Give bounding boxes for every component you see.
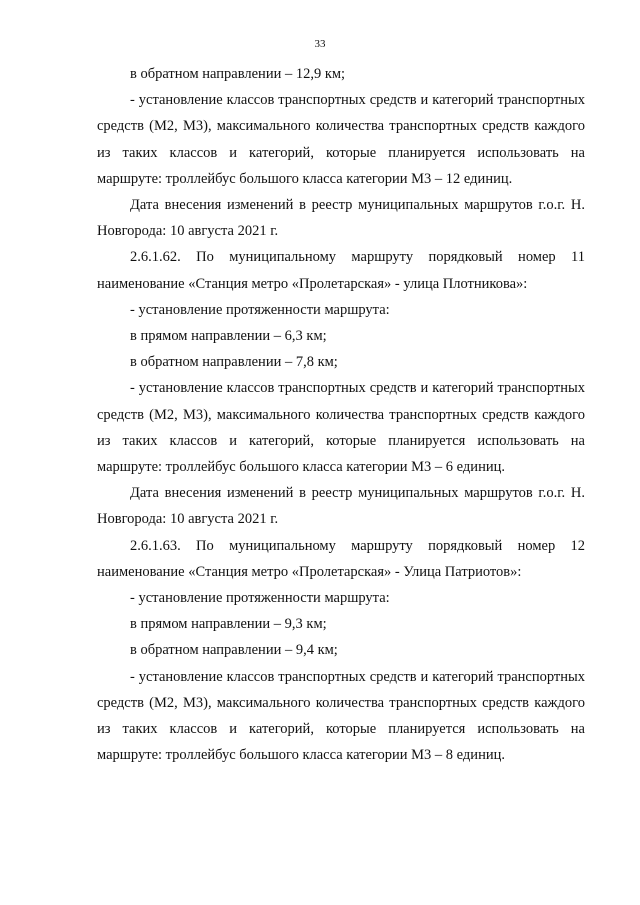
- paragraph-route-11-length-label: - установление протяженности маршрута:: [130, 301, 390, 318]
- paragraph-route-12-vehicle-classes: - установление классов транспортных средств и категорий транспортных средств (М2, М3), максимального количества транспортных средств каждого из таких классов и категорий, которые планируется использовать на маршруте: троллейбус большого класса категории М3 – 8 единиц.: [97, 668, 585, 764]
- paragraph-route-12-heading: 2.6.1.63. По муниципальному маршруту порядковый номер 12 наименование «Станция метро «Пролетарская» - Улица Патриотов»:: [97, 537, 585, 580]
- paragraph-route-11-reverse-distance: в обратном направлении – 7,8 км;: [130, 354, 338, 371]
- paragraph-route-12-reverse-distance: в обратном направлении – 9,4 км;: [130, 642, 338, 659]
- paragraph-route-12-length-label: - установление протяженности маршрута:: [130, 590, 390, 607]
- page-number: 33: [314, 38, 326, 50]
- document-body: [97, 61, 585, 768]
- paragraph-route-11-registry-date: Дата внесения изменений в реестр муниципальных маршрутов г.о.г. Н. Новгорода: 10 августа 2021 г.: [97, 485, 585, 528]
- paragraph-vehicle-classes-route-prev: - установление классов транспортных средств и категорий транспортных средств (М2, М3), максимального количества транспортных средств каждого из таких классов и категорий, которые планируется использовать на маршруте: троллейбус большого класса категории М3 – 12 единиц.: [97, 92, 585, 187]
- paragraph-route-11-vehicle-classes: - установление классов транспортных средств и категорий транспортных средств (М2, М3), максимального количества транспортных средств каждого из таких классов и категорий, которые планируется использовать на маршруте: троллейбус большого класса категории М3 – 6 единиц.: [97, 380, 585, 476]
- paragraph-route-11-heading: 2.6.1.62. По муниципальному маршруту порядковый номер 11 наименование «Станция метро «Пролетарская» - улица Плотникова»:: [97, 249, 585, 292]
- paragraph-reverse-distance-route-prev: в обратном направлении – 12,9 км;: [130, 66, 346, 82]
- paragraph-route-11-forward-distance: в прямом направлении – 6,3 км;: [130, 328, 327, 345]
- paragraph-registry-date-route-prev: Дата внесения изменений в реестр муниципальных маршрутов г.о.г. Н. Новгорода: 10 августа 2021 г.: [97, 197, 585, 240]
- paragraph-route-12-forward-distance: в прямом направлении – 9,3 км;: [130, 616, 327, 633]
